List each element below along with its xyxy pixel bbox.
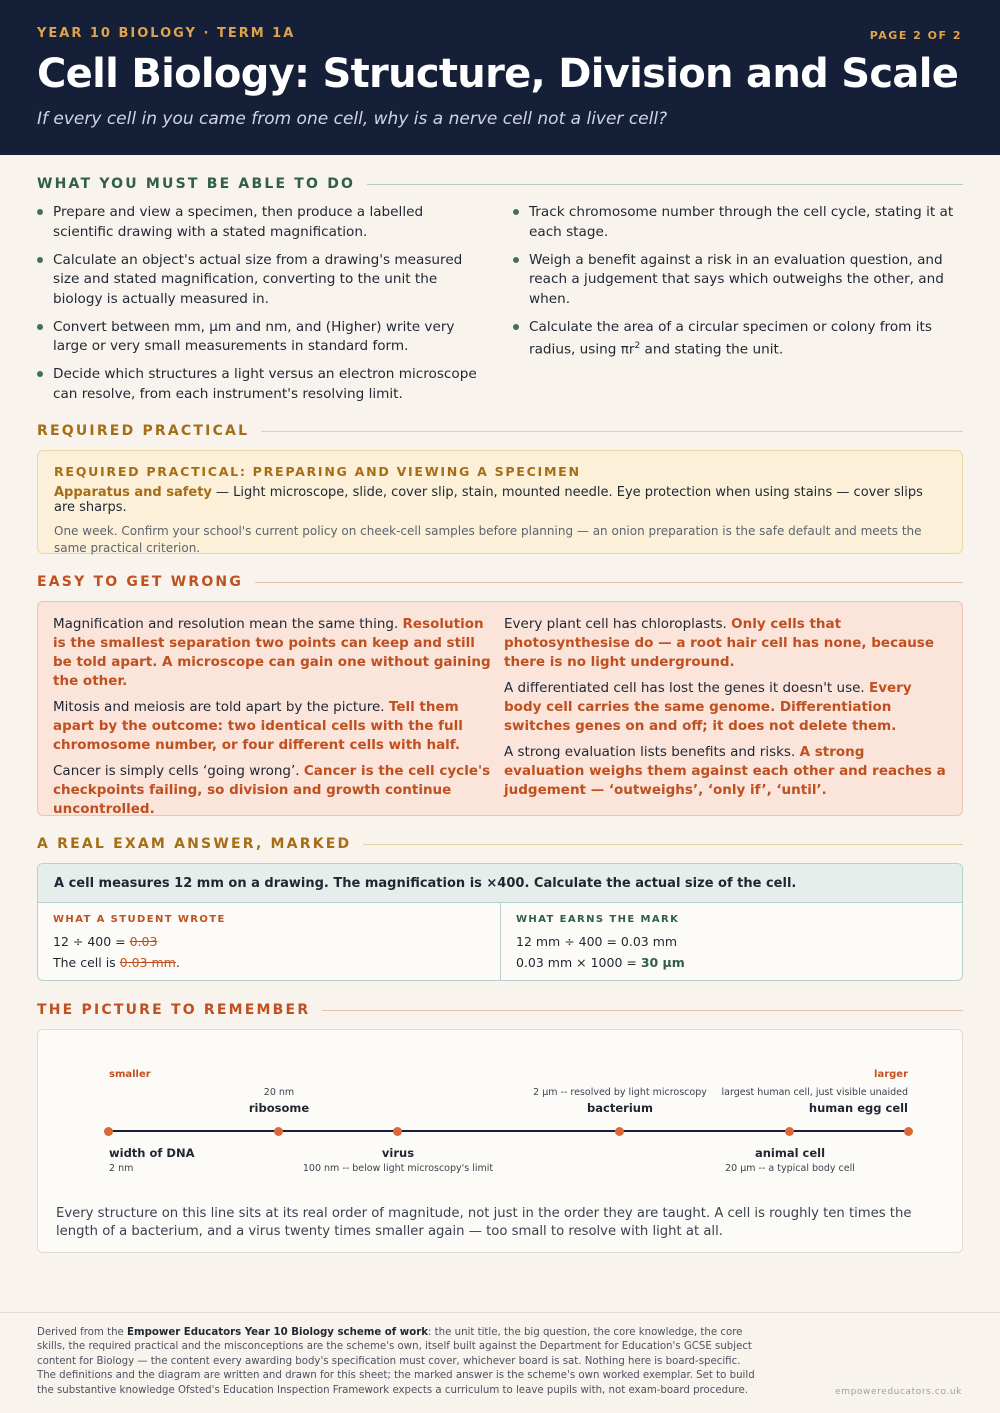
page-title: Cell Biology: Structure, Division and Scale: [37, 51, 959, 97]
misconceptions-box: [37, 601, 963, 816]
course-kicker: YEAR 10 BIOLOGY · TERM 1A: [37, 26, 296, 41]
mark-line: 0.03 mm × 1000 = 30 μm: [516, 955, 685, 970]
misconception-item: Mitosis and meiosis are told apart by the picture. Tell them apart by the outcome: two identical cells with the full chromosome number, or four different cells with half.: [53, 699, 463, 753]
skill-item: Convert between mm, μm and nm, and (Higher) write very large or very small measurements in standard form.: [37, 318, 487, 357]
scale-marker: [274, 1127, 283, 1136]
mark-line: 12 mm ÷ 400 = 0.03 mm: [516, 934, 678, 949]
misconception-item: Magnification and resolution mean the same thing. Resolution is the smallest separation two points can keep and still be told apart. A microscope can gain one without gaining the other.: [53, 616, 491, 689]
diagram-caption: Every structure on this line sits at its real order of magnitude, not just in the order they are taught. A cell is roughly ten times the length of a bacterium, and a virus twenty times smaller again — too small to resolve with light at all.: [56, 1206, 912, 1239]
practical-heading: REQUIRED PRACTICAL: [37, 423, 963, 439]
animal-cell-size: 20 μm -- a typical body cell: [725, 1163, 855, 1174]
scale-marker: [104, 1127, 113, 1136]
model-answer: [500, 903, 962, 981]
bacterium-size: 2 μm -- resolved by light microscopy: [533, 1087, 707, 1098]
misconceptions-column-left: [53, 615, 496, 817]
larger-label: larger: [874, 1069, 908, 1080]
skills-column-left: [37, 203, 487, 413]
page-indicator: PAGE 2 OF 2: [869, 29, 962, 42]
skills-heading: WHAT YOU MUST BE ABLE TO DO: [37, 176, 963, 192]
divider: [261, 431, 963, 432]
student-answer: [38, 903, 500, 981]
skill-item: Calculate an object's actual size from a drawing's measured size and stated magnification, converting to the unit the biology is actually measured in.: [37, 251, 487, 310]
mark-label: WHAT EARNS THE MARK: [516, 914, 680, 925]
misconception-item: Every plant cell has chloroplasts. Only cells that photosynthesise do — a root hair cell has none, because there is no light underground.: [504, 616, 934, 670]
misconceptions-heading: EASY TO GET WRONG: [37, 574, 963, 590]
student-line: 12 ÷ 400 = 0.03: [53, 934, 158, 949]
scale-marker: [785, 1127, 794, 1136]
divider: [255, 582, 963, 583]
divider: [367, 184, 963, 185]
dna-size: 2 nm: [109, 1163, 134, 1174]
scale-marker: [393, 1127, 402, 1136]
skills-column-right: [513, 203, 963, 413]
big-question: If every cell in you came from one cell, why is a nerve cell not a liver cell?: [37, 109, 668, 129]
student-label: WHAT A STUDENT WROTE: [53, 914, 226, 925]
misconception-item: A differentiated cell has lost the genes it doesn't use. Every body cell carries the same genome. Differentiation switches genes on and off; it does not delete them.: [504, 680, 912, 734]
egg-cell-label: human egg cell: [808, 1101, 908, 1115]
divider: [363, 844, 963, 845]
animal-cell-label: animal cell: [754, 1146, 826, 1160]
footer: [0, 1312, 1000, 1413]
misconceptions-column-right: [504, 615, 947, 802]
exam-question: A cell measures 12 mm on a drawing. The magnification is ×400. Calculate the actual size of the cell.: [38, 864, 962, 903]
footer-url: empowereducators.co.uk: [835, 1387, 962, 1397]
smaller-label: smaller: [109, 1069, 151, 1080]
skill-item: Track chromosome number through the cell cycle, stating it at each stage.: [513, 203, 963, 242]
dna-label: width of DNA: [109, 1146, 195, 1160]
practical-note: One week. Confirm your school's current policy on cheek-cell samples before planning — an onion preparation is the safe default and meets the same practical criterion.: [54, 524, 922, 555]
exam-box: [37, 863, 963, 981]
scale-diagram: [37, 1029, 963, 1253]
misconception-item: Cancer is simply cells ‘going wrong’. Cancer is the cell cycle's checkpoints failing, so division and growth continue uncontrolled.: [53, 763, 491, 817]
practical-apparatus: Apparatus and safety — Light microscope, slide, cover slip, stain, mounted needle. Eye protection when using stains — cover slips are sharps.: [54, 485, 923, 515]
footer-attribution: Derived from the Empower Educators Year 10 Biology scheme of work: the unit title, the big question, the core knowledge, the core skills, the required practical and the misconceptions are the scheme's own, itself built against the Department for Education's GCSE subject content for Biology — the content every awarding body's specification must cover, whichever board is sat. Nothing here is board-specific. The definitions and the diagram are written and drawn for this sheet; the marked answer is the scheme's own worked exemplar. Set to build the substantive knowledge Ofsted's Education Inspection Framework expects a curriculum to leave pupils with, not exam-board procedure.: [37, 1327, 755, 1396]
student-line: The cell is 0.03 mm.: [53, 955, 180, 970]
divider: [322, 1010, 963, 1011]
scale-marker: [615, 1127, 624, 1136]
virus-label: virus: [381, 1146, 415, 1160]
exam-heading: A REAL EXAM ANSWER, MARKED: [37, 836, 963, 852]
page-header: [0, 0, 1000, 155]
virus-size: 100 nm -- below light microscopy's limit: [302, 1163, 494, 1174]
picture-heading: THE PICTURE TO REMEMBER: [37, 1002, 963, 1018]
skill-item: Decide which structures a light versus an electron microscope can resolve, from each instrument's resolving limit.: [37, 365, 487, 404]
ribosome-label: ribosome: [248, 1101, 310, 1115]
skill-item: Calculate the area of a circular specimen or colony from its radius, using $\pi r^2$ and stating the unit.: [513, 318, 963, 361]
practical-box: [37, 450, 963, 554]
skill-item: Weigh a benefit against a risk in an evaluation question, and reach a judgement that says which outweighs the other, and when.: [513, 251, 963, 310]
ribosome-size: 20 nm: [263, 1087, 295, 1098]
misconception-item: A strong evaluation lists benefits and risks. A strong evaluation weighs them against each other and reaches a judgement — ‘outweighs’, ‘only if’, ‘until’.: [504, 744, 946, 798]
bacterium-label: bacterium: [587, 1101, 653, 1115]
skill-item: Prepare and view a specimen, then produce a labelled scientific drawing with a stated magnification.: [37, 203, 487, 242]
egg-cell-size: largest human cell, just visible unaided: [721, 1087, 908, 1098]
scale-marker: [904, 1127, 913, 1136]
practical-title: REQUIRED PRACTICAL: PREPARING AND VIEWING A SPECIMEN: [54, 464, 581, 479]
skills-list: [37, 203, 963, 413]
